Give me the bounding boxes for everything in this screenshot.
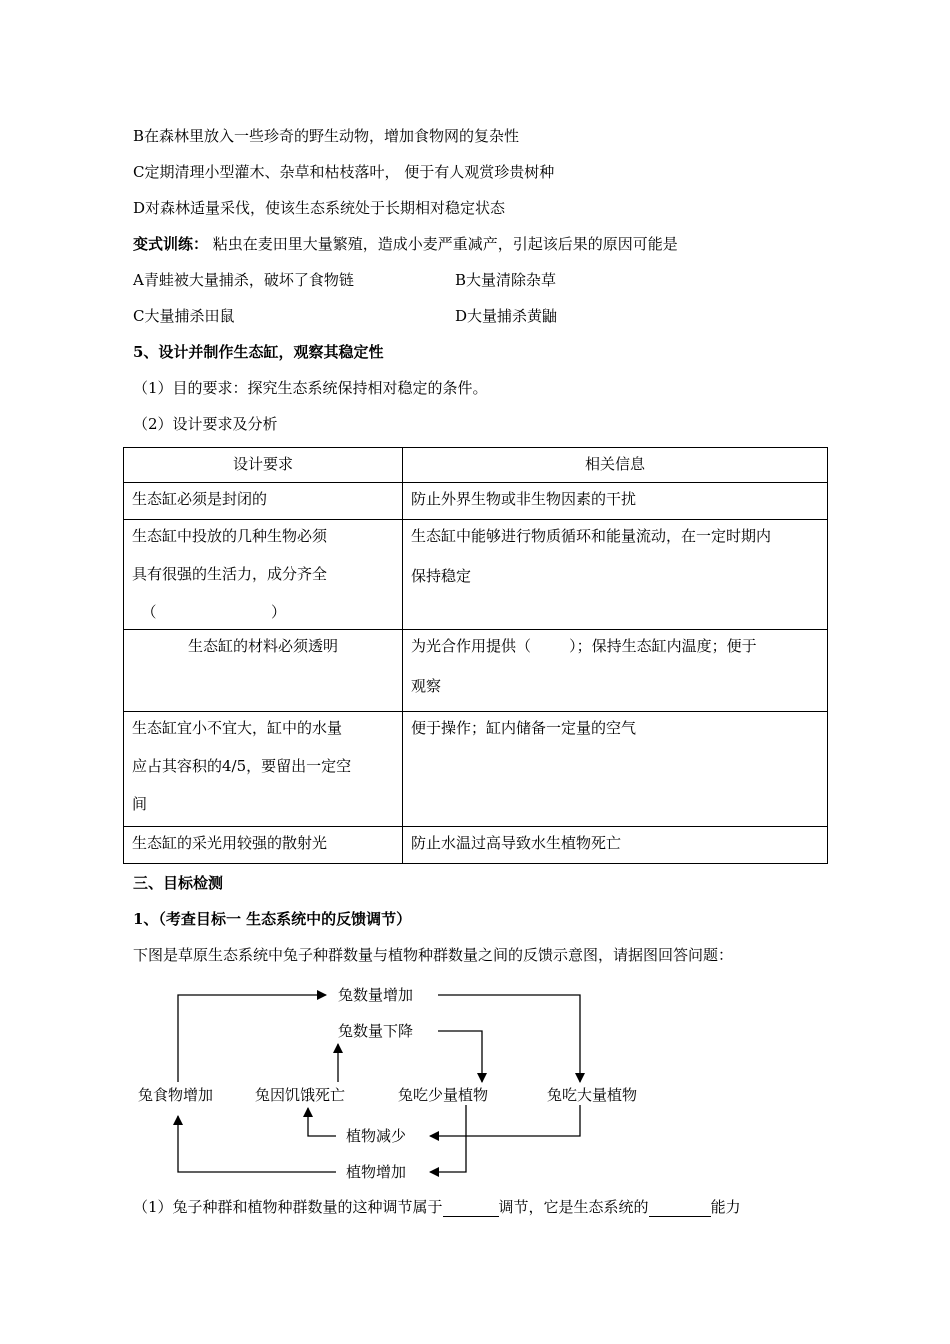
cell-line: 生态缸的材料必须透明 xyxy=(187,637,338,655)
arrow-plant-decrease-to-starvation xyxy=(308,1108,336,1136)
arrow-plant-increase-to-food xyxy=(178,1116,336,1172)
option-c: C定期清理小型灌木、杂草和枯枝落叶， 便于有人观赏珍贵树种 xyxy=(133,163,555,181)
cell-line: 生态缸中能够进行物质循环和能量流动，在一定时期内 xyxy=(411,527,772,545)
variant-option-c: C大量捕杀田鼠 xyxy=(133,307,235,325)
node-plant-increase: 植物增加 xyxy=(346,1163,407,1181)
answer-blank[interactable] xyxy=(649,1200,711,1217)
node-plant-decrease: 植物减少 xyxy=(346,1127,407,1145)
question1-text-c: 能力 xyxy=(710,1198,741,1216)
node-rabbit-increase: 兔数量增加 xyxy=(338,986,414,1004)
cell-line: 生态缸的采光用较强的散射光 xyxy=(132,834,328,852)
answer-blank[interactable] xyxy=(443,1200,499,1217)
arrow-eat-less-to-plant-increase xyxy=(430,1105,466,1172)
node-eat-less: 兔吃少量植物 xyxy=(398,1086,489,1104)
question1-description: 下图是草原生态系统中兔子种群数量与植物种群数量之间的反馈示意图，请据图回答问题： xyxy=(133,946,734,964)
node-starvation: 兔因饥饿死亡 xyxy=(255,1086,346,1104)
variant-option-a: A青蛙被大量捕杀，破坏了食物链 xyxy=(133,271,354,289)
question1-part1 xyxy=(133,1197,741,1217)
option-d: D对森林适量采伐，使该生态系统处于长期相对稳定状态 xyxy=(133,199,506,217)
arrow-decrease-to-eat-less xyxy=(438,1031,482,1082)
cell-line: 生态缸必须是封闭的 xyxy=(132,490,268,508)
cell-line: （ ） xyxy=(132,603,286,621)
node-eat-more: 兔吃大量植物 xyxy=(547,1086,638,1104)
cell-line: 防止外界生物或非生物因素的干扰 xyxy=(411,490,637,508)
cell-line: 便于操作；缸内储备一定量的空气 xyxy=(411,719,637,737)
cell-line: 保持稳定 xyxy=(411,567,472,585)
variant-option-d: D大量捕杀黄鼬 xyxy=(455,307,558,325)
option-b: B在森林里放入一些珍奇的野生动物，增加食物网的复杂性 xyxy=(133,127,520,145)
cell-line: 具有很强的生活力，成分齐全 xyxy=(132,565,328,583)
section5-item1: （1）目的要求：探究生态系统保持相对稳定的条件。 xyxy=(133,379,488,397)
cell-line: 生态缸中投放的几种生物必须 xyxy=(132,527,328,545)
question1-text-a: （1）兔子种群和植物种群数量的这种调节属于 xyxy=(133,1198,443,1216)
arrow-food-to-increase xyxy=(178,995,326,1082)
table-header-info: 相关信息 xyxy=(403,448,828,483)
cell-line: 生态缸宜小不宜大，缸中的水量 xyxy=(132,719,343,737)
cell-line: 应占其容积的4/5，要留出一定空 xyxy=(132,757,352,775)
variant-option-b: B大量清除杂草 xyxy=(455,271,557,289)
arrow-increase-to-eat-more xyxy=(438,995,580,1082)
variant-question-text: 粘虫在麦田里大量繁殖，造成小麦严重减产，引起该后果的原因可能是 xyxy=(212,235,678,253)
arrow-eat-more-to-plant-decrease xyxy=(430,1105,580,1136)
section5-item2: （2）设计要求及分析 xyxy=(133,415,278,433)
node-food-increase: 兔食物增加 xyxy=(138,1086,214,1104)
table-header-requirement: 设计要求 xyxy=(124,448,403,483)
section3-title: 三、目标检测 xyxy=(133,874,224,892)
question1-text-b: 调节，它是生态系统的 xyxy=(498,1198,649,1216)
variant-label: 变式训练： xyxy=(133,235,209,253)
question1-title: 1、（考查目标一 生态系统中的反馈调节） xyxy=(133,910,412,928)
node-rabbit-decrease: 兔数量下降 xyxy=(338,1022,414,1040)
cell-line: 为光合作用提供（ ）；保持生态缸内温度；便于 xyxy=(411,637,757,655)
section5-title: 5、设计并制作生态缸，观察其稳定性 xyxy=(133,343,384,361)
cell-line: 观察 xyxy=(411,677,442,695)
cell-line: 防止水温过高导致水生植物死亡 xyxy=(411,834,622,852)
cell-line: 间 xyxy=(132,795,148,813)
